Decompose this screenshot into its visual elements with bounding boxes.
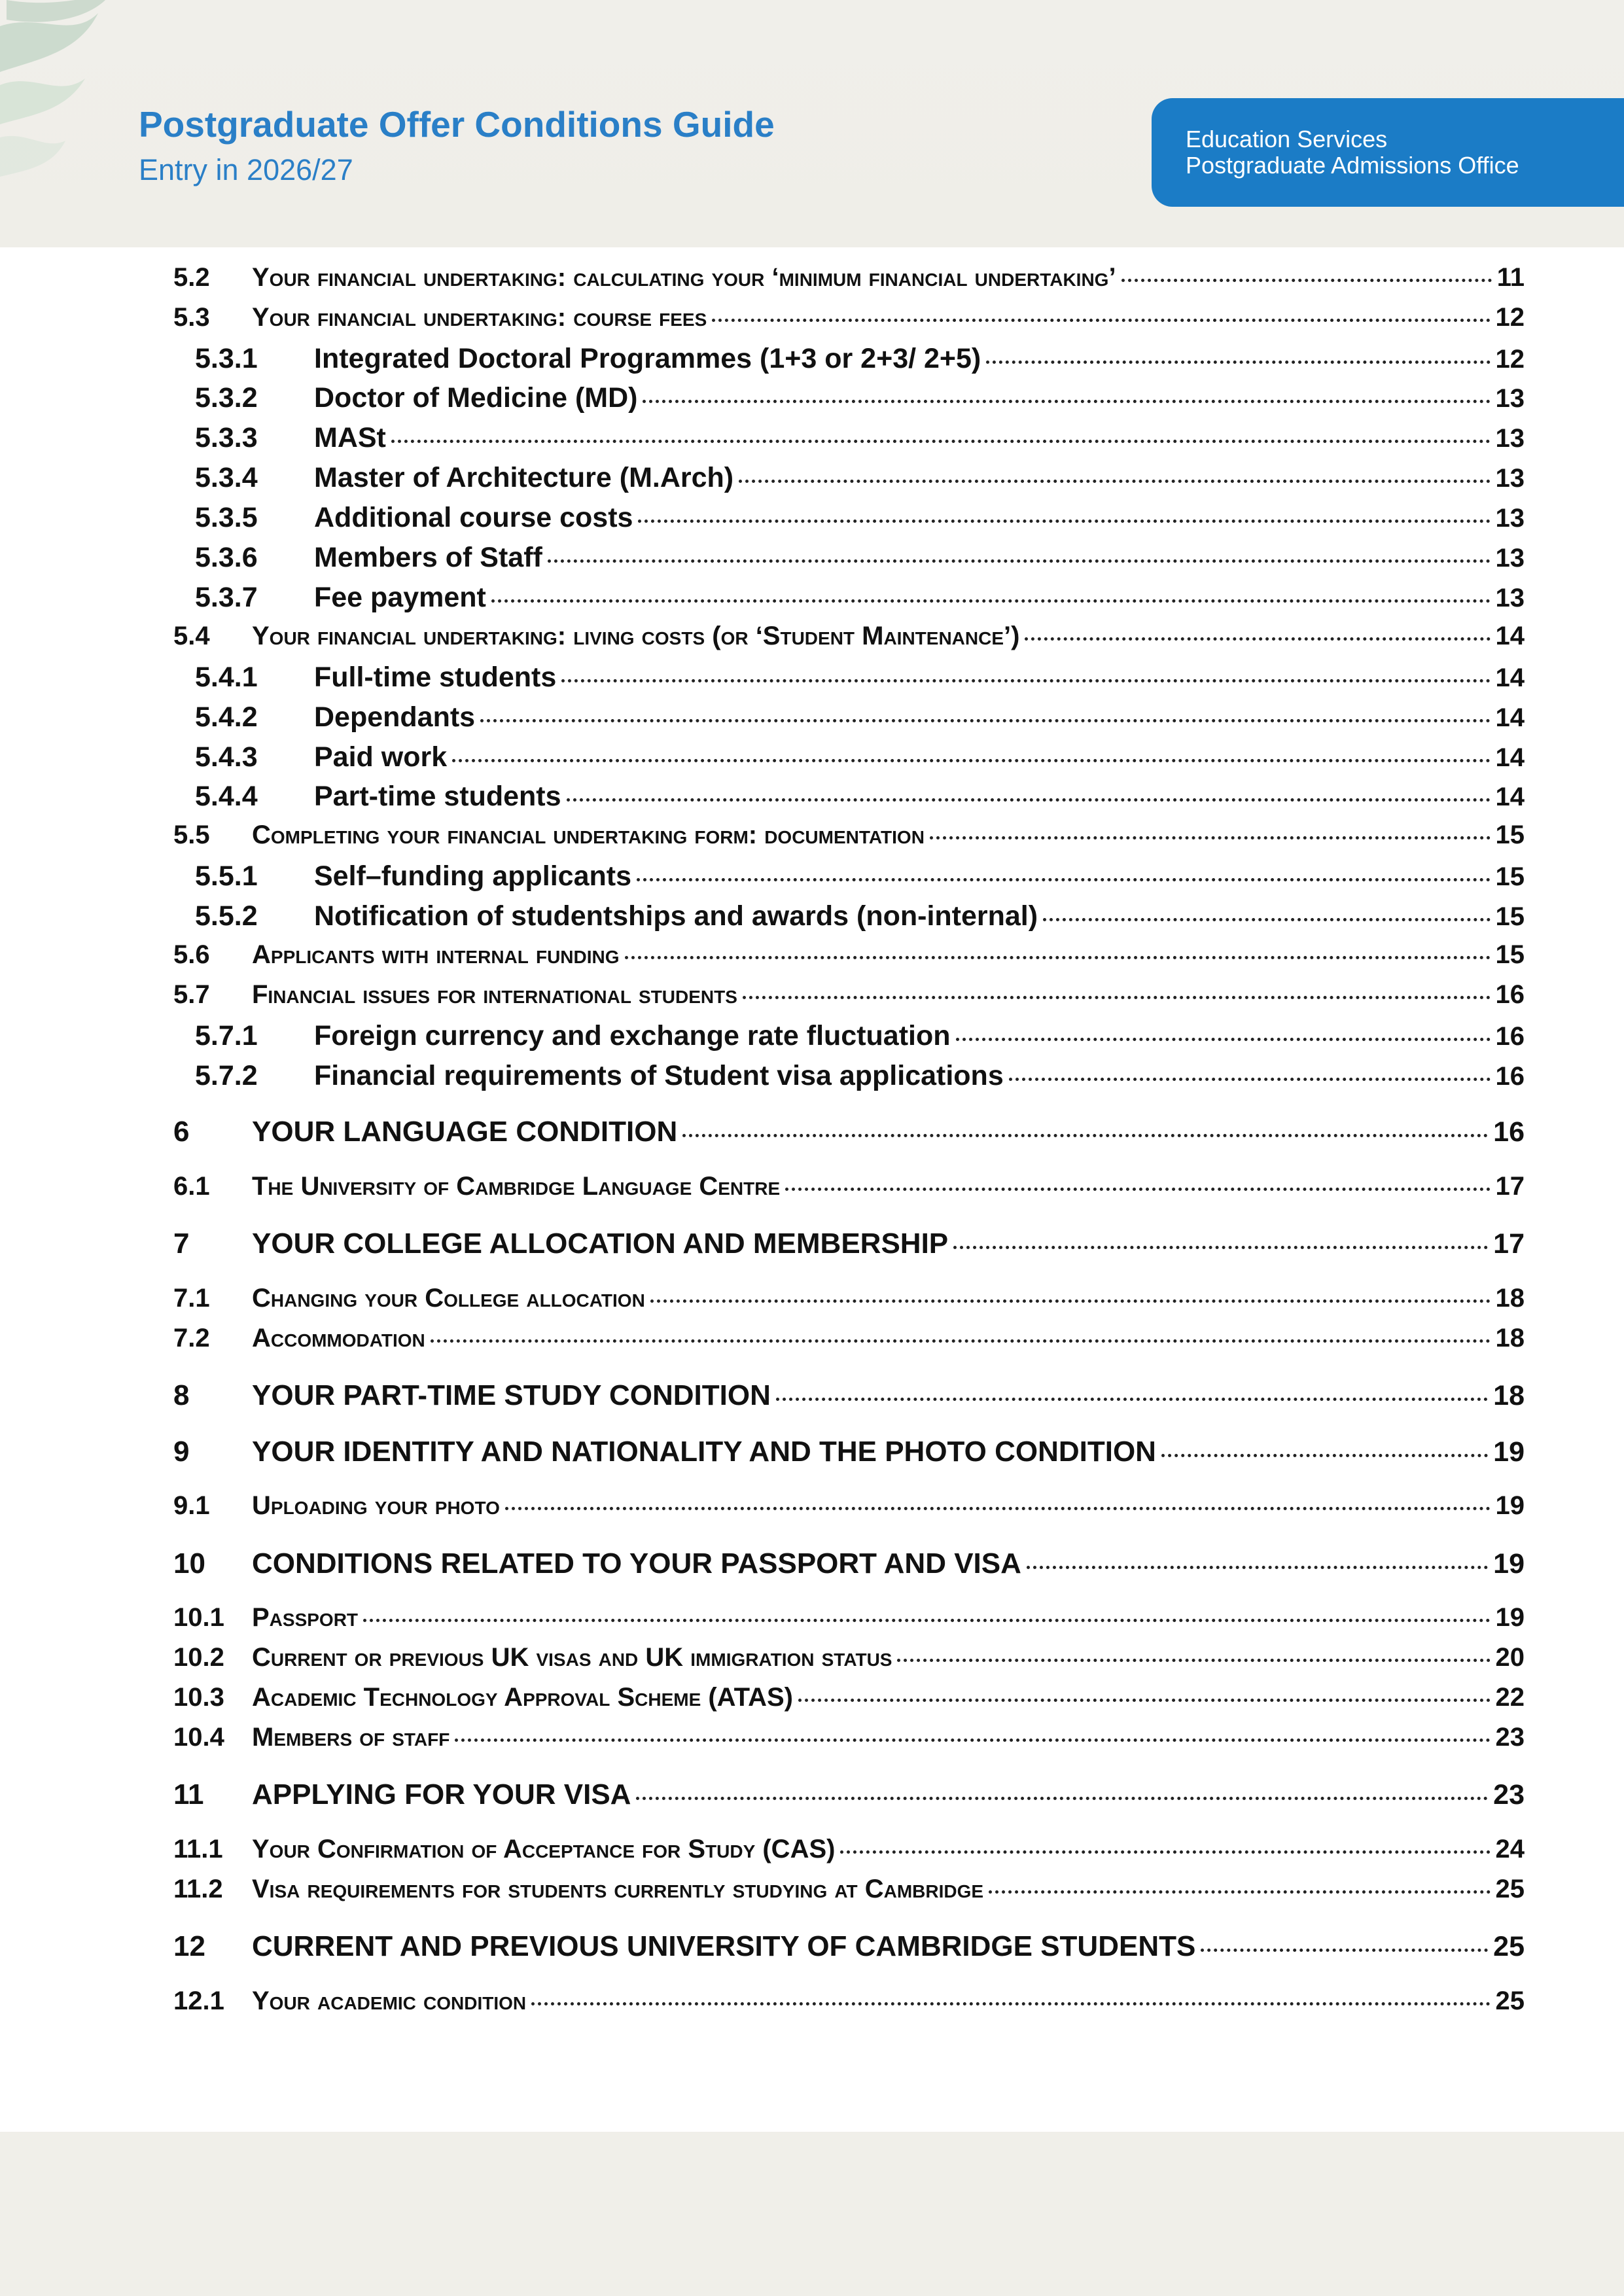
toc-entry[interactable] [173, 1723, 1525, 1762]
toc-entry[interactable] [173, 1603, 1525, 1642]
table-of-contents [0, 247, 1624, 2132]
toc-entry-page: 14 [1495, 703, 1525, 732]
toc-entry-number: 11.2 [173, 1875, 223, 1903]
toc-dot-leader [636, 1797, 1488, 1800]
toc-entry-title: Additional course costs [314, 502, 633, 533]
toc-entry-page: 12 [1495, 303, 1525, 332]
toc-entry-number: 5.3.5 [195, 502, 258, 533]
toc-entry-page: 12 [1495, 345, 1525, 374]
office-name-line2: Postgraduate Admissions Office [1186, 152, 1519, 179]
toc-dot-leader [776, 1398, 1488, 1401]
toc-entry[interactable] [173, 1875, 1525, 1914]
toc-entry-number: 7.2 [173, 1324, 210, 1352]
toc-entry-title: Financial requirements of Student visa applications [314, 1060, 1004, 1091]
toc-entry-page: 18 [1493, 1380, 1525, 1411]
toc-entry-page: 11 [1496, 263, 1525, 292]
toc-entry-title: Changing your College allocation [252, 1284, 645, 1313]
toc-entry[interactable] [173, 263, 1525, 302]
toc-entry-title: The University of Cambridge Language Centre [252, 1172, 781, 1201]
toc-entry-page: 25 [1495, 1987, 1525, 2015]
toc-dot-leader [431, 1339, 1491, 1343]
toc-entry-page: 17 [1495, 1172, 1525, 1201]
toc-entry-page: 13 [1495, 584, 1525, 612]
toc-dot-leader [1201, 1949, 1488, 1952]
toc-dot-leader [391, 440, 1491, 443]
toc-entry-number: 9 [173, 1436, 190, 1468]
toc-entry-title: Your financial undertaking: calculating your ‘minimum financial undertaking’ [252, 263, 1116, 292]
toc-entry[interactable] [173, 1172, 1525, 1211]
toc-entry[interactable] [173, 821, 1525, 860]
toc-entry[interactable] [173, 701, 1525, 741]
toc-entry-title: YOUR IDENTITY AND NATIONALITY AND THE PHOTO CONDITION [252, 1436, 1156, 1468]
toc-entry-number: 5.7.2 [195, 1060, 258, 1091]
toc-entry-title: Accommodation [252, 1324, 425, 1352]
toc-dot-leader [480, 719, 1490, 722]
toc-entry[interactable] [173, 1379, 1525, 1419]
toc-entry-title: Applicants with internal funding [252, 940, 620, 969]
toc-entry-title: YOUR PART-TIME STUDY CONDITION [252, 1379, 771, 1411]
toc-entry-page: 23 [1495, 1723, 1525, 1752]
toc-entry-page: 23 [1493, 1779, 1525, 1810]
toc-entry-title: Visa requirements for students currently studying at Cambridge [252, 1875, 984, 1903]
document-subtitle: Entry in 2026/27 [139, 153, 353, 186]
toc-entry-page: 14 [1495, 663, 1525, 692]
toc-dot-leader [452, 759, 1490, 762]
toc-entry-title: Doctor of Medicine (MD) [314, 382, 638, 414]
toc-entry-number: 5.3.6 [195, 542, 258, 573]
toc-entry-number: 6 [173, 1116, 190, 1148]
toc-entry-page: 13 [1495, 464, 1525, 493]
page-content [0, 247, 1624, 2132]
toc-entry-title: Your Confirmation of Acceptance for Study (CAS) [252, 1835, 836, 1863]
toc-entry-number: 5.5.2 [195, 900, 258, 932]
toc-entry-title: CURRENT AND PREVIOUS UNIVERSITY OF CAMBRIDGE STUDENTS [252, 1930, 1196, 1962]
toc-dot-leader [638, 520, 1490, 523]
toc-entry[interactable] [173, 980, 1525, 1019]
toc-entry[interactable] [173, 582, 1525, 621]
toc-entry[interactable] [173, 502, 1525, 541]
toc-entry-page: 19 [1495, 1491, 1525, 1520]
toc-entry-number: 10.2 [173, 1643, 224, 1672]
toc-entry[interactable] [173, 1116, 1525, 1155]
toc-entry[interactable] [173, 1987, 1525, 2026]
toc-entry-number: 5.4.3 [195, 741, 258, 773]
toc-entry[interactable] [173, 622, 1525, 661]
toc-entry-page: 22 [1495, 1683, 1525, 1712]
toc-entry-number: 10.3 [173, 1683, 224, 1712]
toc-dot-leader [531, 2002, 1490, 2005]
toc-dot-leader [682, 1134, 1488, 1137]
toc-entry[interactable] [173, 343, 1525, 382]
toc-entry-page: 13 [1495, 504, 1525, 533]
toc-entry-number: 5.7 [173, 980, 210, 1009]
toc-entry-title: Fee payment [314, 582, 486, 613]
toc-entry-title: Full-time students [314, 662, 557, 693]
toc-entry-number: 5.4.1 [195, 662, 258, 693]
toc-dot-leader [956, 1038, 1491, 1041]
toc-entry-title: CONDITIONS RELATED TO YOUR PASSPORT AND VISA [252, 1547, 1021, 1580]
toc-entry-number: 5.3.3 [195, 422, 258, 453]
toc-entry-title: Members of Staff [314, 542, 542, 573]
toc-dot-leader [1161, 1454, 1488, 1457]
toc-entry-number: 5.2 [173, 263, 210, 292]
toc-entry-page: 15 [1495, 862, 1525, 891]
toc-entry-title: Your academic condition [252, 1987, 527, 2015]
toc-entry[interactable] [173, 900, 1525, 940]
toc-entry-number: 10.4 [173, 1723, 224, 1752]
toc-dot-leader [455, 1739, 1490, 1742]
toc-entry-number: 5.3.7 [195, 582, 258, 613]
toc-entry[interactable] [173, 741, 1525, 781]
toc-entry-page: 14 [1495, 743, 1525, 772]
footer-band [0, 2132, 1624, 2296]
toc-entry-number: 5.3.1 [195, 343, 258, 374]
toc-dot-leader [798, 1699, 1491, 1702]
toc-entry[interactable] [173, 781, 1525, 820]
toc-entry[interactable] [173, 1284, 1525, 1323]
toc-dot-leader [743, 996, 1491, 999]
toc-entry-title: YOUR LANGUAGE CONDITION [252, 1116, 678, 1148]
toc-entry[interactable] [173, 1020, 1525, 1059]
toc-entry-number: 10.1 [173, 1603, 224, 1632]
toc-dot-leader [897, 1659, 1490, 1662]
toc-dot-leader [637, 878, 1491, 881]
toc-entry-page: 20 [1495, 1643, 1525, 1672]
toc-entry-page: 25 [1493, 1931, 1525, 1962]
document-title: Postgraduate Offer Conditions Guide [139, 104, 775, 145]
toc-entry-page: 15 [1495, 902, 1525, 931]
toc-entry-title: Members of staff [252, 1723, 450, 1752]
toc-dot-leader [650, 1299, 1491, 1303]
toc-dot-leader [643, 400, 1490, 403]
toc-entry-number: 5.3.4 [195, 462, 258, 493]
toc-entry-number: 12.1 [173, 1987, 224, 2015]
toc-entry[interactable] [173, 542, 1525, 581]
toc-entry[interactable] [173, 422, 1525, 461]
toc-entry-number: 5.3 [173, 303, 210, 332]
header-band [0, 0, 1624, 247]
toc-entry[interactable] [173, 1778, 1525, 1818]
toc-entry-number: 12 [173, 1930, 205, 1962]
toc-dot-leader [739, 480, 1490, 483]
toc-entry-title: Foreign currency and exchange rate fluctuation [314, 1020, 951, 1051]
toc-entry[interactable] [173, 1547, 1525, 1587]
toc-entry-number: 5.4.4 [195, 781, 258, 812]
toc-entry-title: Part-time students [314, 781, 561, 812]
toc-dot-leader [363, 1619, 1490, 1622]
toc-dot-leader [840, 1850, 1490, 1854]
office-badge [1152, 98, 1624, 207]
toc-entry[interactable] [173, 1835, 1525, 1874]
toc-entry-number: 5.5 [173, 821, 210, 849]
toc-entry[interactable] [173, 462, 1525, 501]
toc-dot-leader [505, 1507, 1491, 1510]
toc-entry[interactable] [173, 1060, 1525, 1099]
toc-entry[interactable] [173, 1436, 1525, 1475]
toc-entry-page: 18 [1495, 1324, 1525, 1352]
toc-entry[interactable] [173, 662, 1525, 701]
toc-entry[interactable] [173, 1324, 1525, 1363]
toc-dot-leader [491, 599, 1491, 603]
toc-entry-number: 5.4.2 [195, 701, 258, 733]
toc-dot-leader [989, 1890, 1490, 1894]
toc-entry-page: 13 [1495, 424, 1525, 453]
toc-dot-leader [712, 319, 1490, 322]
toc-entry-title: Financial issues for international students [252, 980, 737, 1009]
toc-dot-leader [1025, 637, 1490, 641]
toc-dot-leader [986, 361, 1490, 364]
toc-entry-title: MASt [314, 422, 386, 453]
toc-dot-leader [1009, 1078, 1491, 1081]
toc-entry-page: 14 [1495, 622, 1525, 650]
toc-entry-number: 5.4 [173, 622, 210, 650]
toc-entry-page: 15 [1495, 821, 1525, 849]
toc-entry-title: Uploading your photo [252, 1491, 500, 1520]
toc-entry-title: Your financial undertaking: course fees [252, 303, 707, 332]
toc-entry-number: 9.1 [173, 1491, 210, 1520]
toc-entry[interactable] [173, 860, 1525, 900]
toc-dot-leader [1121, 279, 1492, 282]
toc-entry-title: Dependants [314, 701, 476, 733]
toc-entry-number: 10 [173, 1547, 205, 1580]
toc-entry-title: Integrated Doctoral Programmes (1+3 or 2+3/ 2+5) [314, 343, 981, 374]
toc-entry[interactable] [173, 940, 1525, 980]
toc-entry-page: 18 [1495, 1284, 1525, 1313]
toc-dot-leader [561, 679, 1490, 682]
toc-dot-leader [548, 559, 1491, 563]
toc-entry-number: 11 [173, 1778, 204, 1810]
toc-entry[interactable] [173, 382, 1525, 421]
toc-entry-number: 8 [173, 1379, 190, 1411]
toc-entry-number: 11.1 [173, 1835, 223, 1863]
toc-entry-page: 16 [1495, 1022, 1525, 1051]
toc-entry-page: 25 [1495, 1875, 1525, 1903]
leaf-decoration-icon [0, 0, 144, 216]
toc-entry-title: Master of Architecture (M.Arch) [314, 462, 734, 493]
toc-entry-title: Academic Technology Approval Scheme (ATAS) [252, 1683, 793, 1712]
toc-entry-number: 7.1 [173, 1284, 210, 1313]
toc-entry-title: Passport [252, 1603, 359, 1632]
toc-dot-leader [953, 1246, 1488, 1249]
office-name-line1: Education Services [1186, 126, 1388, 152]
toc-entry[interactable] [173, 1683, 1525, 1722]
toc-entry-page: 14 [1495, 783, 1525, 811]
toc-entry-title: Current or previous UK visas and UK immigration status [252, 1643, 892, 1672]
toc-entry-title: Paid work [314, 741, 448, 773]
toc-dot-leader [625, 956, 1491, 959]
toc-dot-leader [1027, 1566, 1488, 1569]
toc-dot-leader [930, 836, 1491, 839]
toc-entry-page: 16 [1495, 980, 1525, 1009]
toc-entry[interactable] [173, 303, 1525, 342]
toc-entry-title: APPLYING FOR YOUR VISA [252, 1778, 631, 1810]
toc-dot-leader [567, 798, 1491, 802]
toc-entry-page: 24 [1495, 1835, 1525, 1863]
toc-entry-number: 5.3.2 [195, 382, 258, 414]
toc-entry-page: 13 [1495, 384, 1525, 413]
toc-entry-number: 5.6 [173, 940, 210, 969]
toc-entry[interactable] [173, 1643, 1525, 1682]
toc-dot-leader [785, 1188, 1490, 1191]
toc-entry-number: 5.7.1 [195, 1020, 258, 1051]
toc-entry[interactable] [173, 1491, 1525, 1530]
toc-entry-page: 19 [1493, 1548, 1525, 1580]
toc-entry-title: Notification of studentships and awards (non-internal) [314, 900, 1038, 932]
toc-entry-title: Completing your financial undertaking form: documentation [252, 821, 925, 849]
toc-entry-number: 5.5.1 [195, 860, 258, 892]
toc-entry-page: 13 [1495, 544, 1525, 573]
toc-entry-title: Your financial undertaking: living costs (or ‘Student Maintenance’) [252, 622, 1020, 650]
toc-entry-page: 16 [1493, 1116, 1525, 1148]
toc-entry-page: 16 [1495, 1062, 1525, 1091]
toc-entry-number: 6.1 [173, 1172, 210, 1201]
toc-entry[interactable] [173, 1930, 1525, 1969]
toc-entry-number: 7 [173, 1227, 190, 1260]
toc-entry-page: 17 [1493, 1228, 1525, 1260]
toc-entry-page: 19 [1495, 1603, 1525, 1632]
toc-dot-leader [1043, 918, 1490, 921]
toc-entry-title: Self–funding applicants [314, 860, 631, 892]
toc-entry-page: 19 [1493, 1436, 1525, 1468]
toc-entry-title: YOUR COLLEGE ALLOCATION AND MEMBERSHIP [252, 1227, 949, 1260]
toc-entry-page: 15 [1495, 940, 1525, 969]
toc-entry[interactable] [173, 1227, 1525, 1267]
